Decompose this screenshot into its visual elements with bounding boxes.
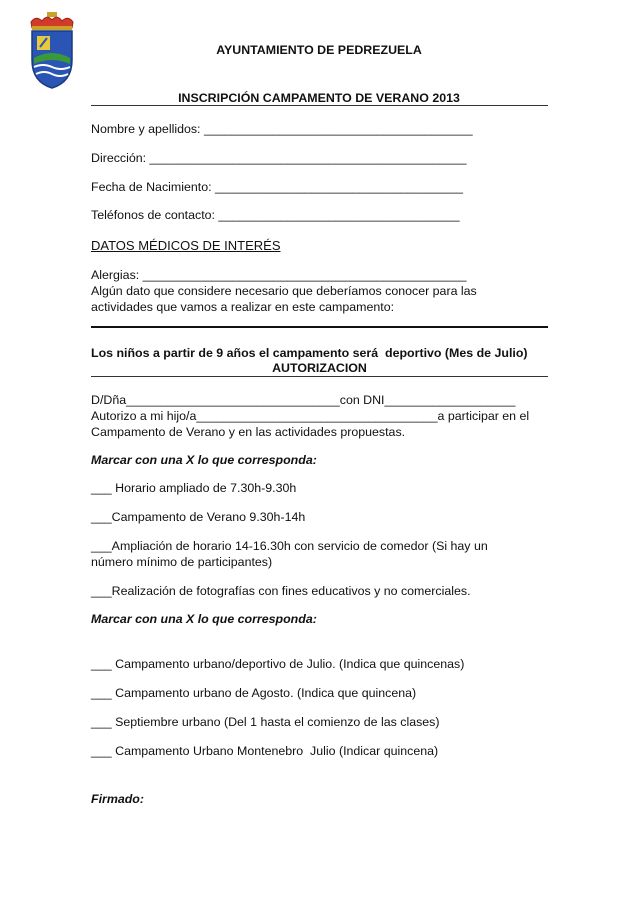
option-august-camp[interactable]: ___ Campamento urbano de Agosto. (Indica que quincena) — [91, 686, 417, 700]
option-extended-hours[interactable]: ___ Horario ampliado de 7.30h-9.30h — [91, 481, 297, 495]
authorization-heading: AUTORIZACION — [272, 361, 367, 375]
form-title: INSCRIPCIÓN CAMPAMENTO DE VERANO 2013 — [178, 91, 460, 105]
medical-divider — [91, 326, 548, 328]
child-field[interactable]: Autorizo a mi hijo/a___________________________________a participar en el — [91, 409, 530, 423]
section2-heading: Marcar con una X lo que corresponda: — [91, 612, 317, 626]
option-july-camp[interactable]: ___ Campamento urbano/deportivo de Julio. (Indica que quincenas) — [91, 657, 465, 671]
medical-note-line-2: actividades que vamos a realizar en este campamento: — [91, 300, 395, 314]
option-september[interactable]: ___ Septiembre urbano (Del 1 hasta el comienzo de las clases) — [91, 715, 440, 729]
title-divider — [91, 105, 548, 106]
section1-heading: Marcar con una X lo que corresponda: — [91, 453, 317, 467]
allergies-field[interactable]: Alergias: _______________________________________________ — [91, 268, 467, 282]
option-lunch-service-cont: número mínimo de participantes) — [91, 555, 273, 569]
option-lunch-service[interactable]: ___Ampliación de horario 14-16.30h con servicio de comedor (Si hay un — [91, 539, 488, 553]
municipality-name: AYUNTAMIENTO DE PEDREZUELA — [216, 43, 422, 57]
medical-note-line-1: Algún dato que considere necesario que deberíamos conocer para las — [91, 284, 477, 298]
authorization-divider — [91, 376, 548, 377]
option-summer-camp[interactable]: ___Campamento de Verano 9.30h-14h — [91, 510, 306, 524]
phones-field[interactable]: Teléfonos de contacto: ___________________________________ — [91, 208, 460, 222]
name-field[interactable]: Nombre y apellidos: _______________________________________ — [91, 122, 473, 136]
option-photos[interactable]: ___Realización de fotografías con fines educativos y no comerciales. — [91, 584, 471, 598]
medical-heading: DATOS MÉDICOS DE INTERÉS — [91, 238, 281, 253]
authorization-text: Campamento de Verano y en las actividades propuestas. — [91, 425, 406, 439]
option-montenebro[interactable]: ___ Campamento Urbano Montenebro Julio (Indicar quincena) — [91, 744, 439, 758]
age-notice: Los niños a partir de 9 años el campamento será deportivo (Mes de Julio) — [91, 346, 528, 360]
birthdate-field[interactable]: Fecha de Nacimiento: ____________________________________ — [91, 180, 464, 194]
address-field[interactable]: Dirección: ______________________________________________ — [91, 151, 467, 165]
signature-label: Firmado: — [91, 792, 145, 806]
guardian-field[interactable]: D/Dña_______________________________con DNI___________________ — [91, 393, 516, 407]
